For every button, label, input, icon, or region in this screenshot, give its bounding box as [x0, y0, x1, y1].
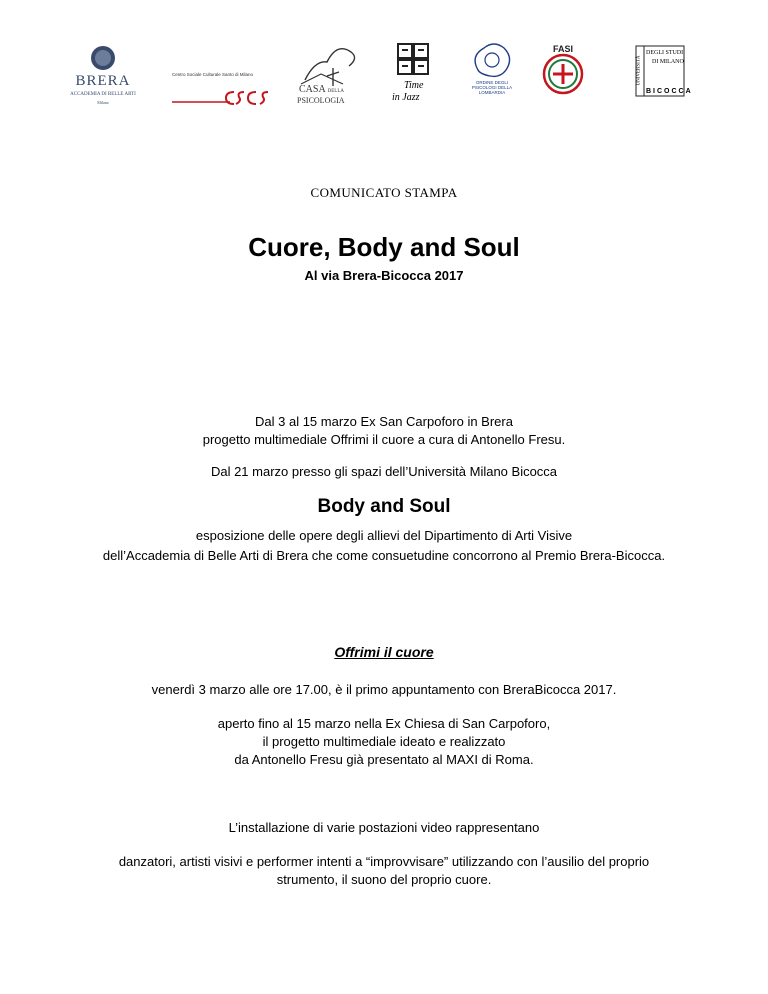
time-in-jazz-logo	[384, 40, 444, 110]
brera-sub: ACCADEMIA DI BELLE ARTI	[70, 92, 136, 97]
offrimi-heading-wrap	[0, 644, 768, 662]
ordine-psicologi-text: ORDINE DEGLI PSICOLOGI DELLA LOMBARDIA	[471, 80, 513, 95]
offrimi-line-1: aperto fino al 15 marzo nella Ex Chiesa di San Carpoforo,	[217, 716, 551, 731]
casa-line2: PSICOLOGIA	[297, 96, 345, 105]
intro-line-2: progetto multimediale Offrimi il cuore a cura di Antonello Fresu.	[202, 432, 566, 447]
offrimi-dancers-2: strumento, il suono del proprio cuore.	[276, 872, 492, 887]
offrimi-line-3: da Antonello Fresu già presentato al MAXI di Roma.	[234, 752, 534, 767]
offrimi-install: L’installazione di varie postazioni video rappresentano	[228, 820, 540, 835]
csgm-logo	[172, 40, 272, 110]
body-and-soul-line-2: dell’Accademia di Belle Arti di Brera che come consuetudine concorrono al Premio Brera-Bicocca.	[102, 548, 666, 563]
intro-line-3: Dal 21 marzo presso gli spazi dell’Università Milano Bicocca	[210, 464, 558, 479]
time-in-jazz-emblem	[384, 40, 444, 80]
casa-line1: CASA DELLA	[299, 84, 345, 95]
fasi-text: FASI	[552, 44, 573, 54]
csgm-caption: Centro Sociale Culturale Santo di Milano	[172, 72, 254, 77]
offrimi-dancers-1: danzatori, artisti visivi e performer intenti a “improvvisare” utilizzando con l’ausilio del proprio	[118, 854, 650, 869]
bicocca-bottom: BICOCCA	[646, 88, 693, 95]
csgm-mark	[172, 80, 272, 110]
press-label: COMUNICATO STAMPA	[310, 185, 458, 200]
page-title: Cuore, Body and Soul	[248, 232, 520, 262]
brera-logo	[68, 40, 138, 110]
bicocca-vertical: UNIVERSITÀ	[636, 55, 642, 86]
bicocca-logo	[634, 40, 693, 110]
time-in-jazz-line1: Time	[404, 80, 424, 91]
fasi-logo	[540, 40, 586, 110]
casa-psicologia-emblem	[295, 40, 365, 90]
offrimi-date-line: venerdì 3 marzo alle ore 17.00, è il primo appuntamento con BreraBicocca 2017.	[151, 682, 617, 697]
casa-psicologia-logo	[295, 40, 365, 110]
intro-line-1: Dal 3 al 15 marzo Ex San Carpoforo in Brera	[255, 414, 513, 429]
brera-city: Milano	[97, 100, 109, 105]
body-and-soul-line-1: esposizione delle opere degli allievi del Dipartimento di Arti Visive	[195, 528, 573, 543]
time-in-jazz-line2: in Jazz	[392, 92, 420, 103]
body-and-soul-heading: Body and Soul	[317, 496, 451, 517]
logo-row	[0, 40, 768, 110]
page-subtitle: Al via Brera-Bicocca 2017	[304, 268, 464, 283]
offrimi-heading: Offrimi il cuore	[334, 644, 434, 660]
ordine-psicologi-logo	[468, 40, 516, 110]
offrimi-line-2: il progetto multimediale ideato e realizzato	[262, 734, 506, 749]
bicocca-l1: DEGLI STUDI	[646, 50, 684, 56]
bicocca-l2: DI MILANO	[652, 59, 684, 65]
brera-name: BRERA	[75, 73, 131, 89]
